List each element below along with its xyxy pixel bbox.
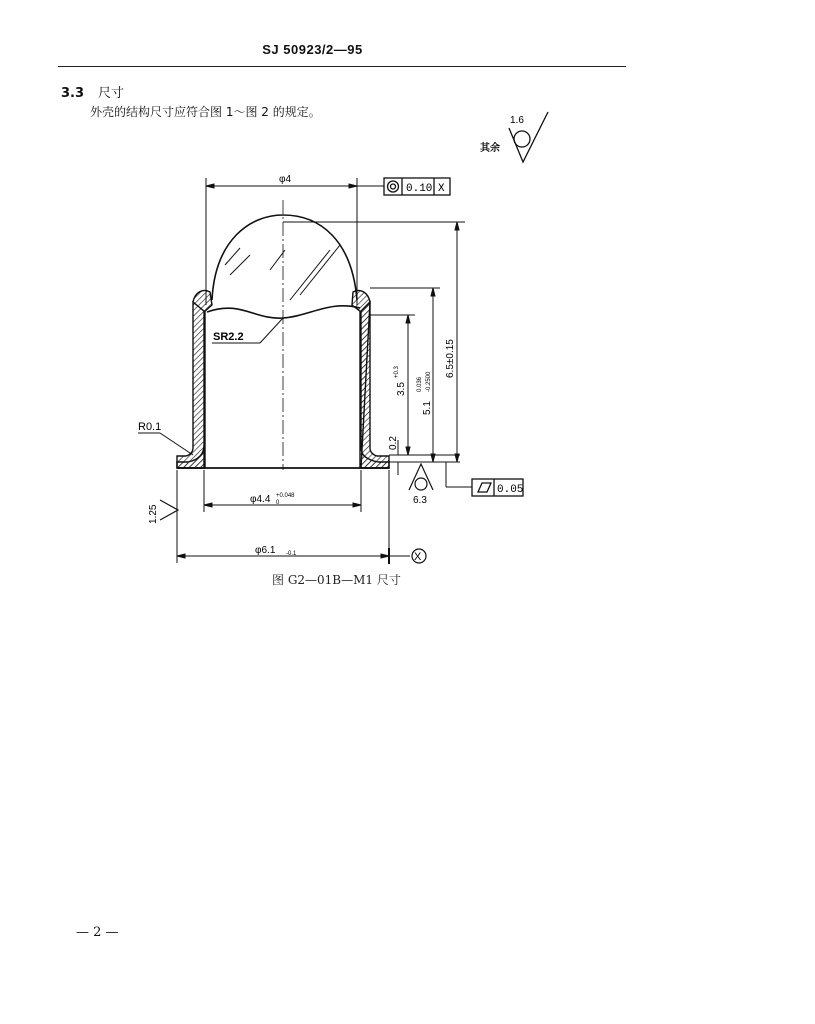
flange-thickness-label: 0.2 — [388, 436, 399, 450]
fillet-radius-label: R0.1 — [138, 421, 162, 433]
inner-diameter-tol-lower: 0 — [276, 500, 280, 506]
flange-diameter-dimension — [177, 470, 410, 564]
page-number: — 2 — — [76, 925, 119, 940]
top-diameter-label: φ4 — [279, 174, 292, 185]
height-inner-tol-lower: -0.2500 — [426, 371, 432, 392]
roughness-rest-value: 1.6 — [510, 115, 524, 126]
inner-diameter-dimension — [204, 470, 361, 512]
concentricity-datum: X — [438, 183, 445, 195]
height-glass-label: 3.5 — [396, 382, 407, 396]
height-glass-tol: +0.3 — [394, 366, 400, 378]
figure-caption: 图 G2—01B—M1 尺寸 — [272, 573, 401, 587]
roughness-symbol-bottom — [409, 464, 433, 490]
glass-dome — [207, 215, 360, 318]
roughness-bottom-value: 6.3 — [413, 495, 427, 506]
inner-diameter-label: φ4.4 — [250, 494, 271, 505]
flange-diameter-tol: -0.1 — [286, 551, 297, 557]
height-dimensions — [283, 222, 465, 475]
section-number: 3.3 — [61, 86, 85, 101]
height-inner-label: 5.1 — [422, 401, 433, 415]
roughness-symbol-left — [160, 500, 178, 520]
top-diameter-dimension — [206, 178, 357, 305]
height-inner-tol-upper: 0.036 — [417, 376, 423, 392]
flatness-value: 0.05 — [497, 484, 524, 496]
flange-diameter-label: φ6.1 — [255, 545, 276, 556]
datum-x-label: X — [414, 551, 422, 563]
sphere-radius-label: SR2.2 — [213, 331, 244, 343]
concentricity-value: 0.10 — [406, 183, 433, 195]
inner-diameter-tol-upper: +0.048 — [276, 493, 295, 499]
section-title: 尺寸 — [98, 86, 125, 101]
height-total-label: 6.5±0.15 — [445, 339, 456, 378]
section-paragraph: 外壳的结构尺寸应符合图 1～图 2 的规定。 — [90, 105, 321, 119]
document-header-code: SJ 50923/2—95 — [262, 42, 363, 57]
roughness-rest-label: 其余 — [480, 143, 500, 154]
roughness-left-value: 1.25 — [148, 504, 159, 524]
